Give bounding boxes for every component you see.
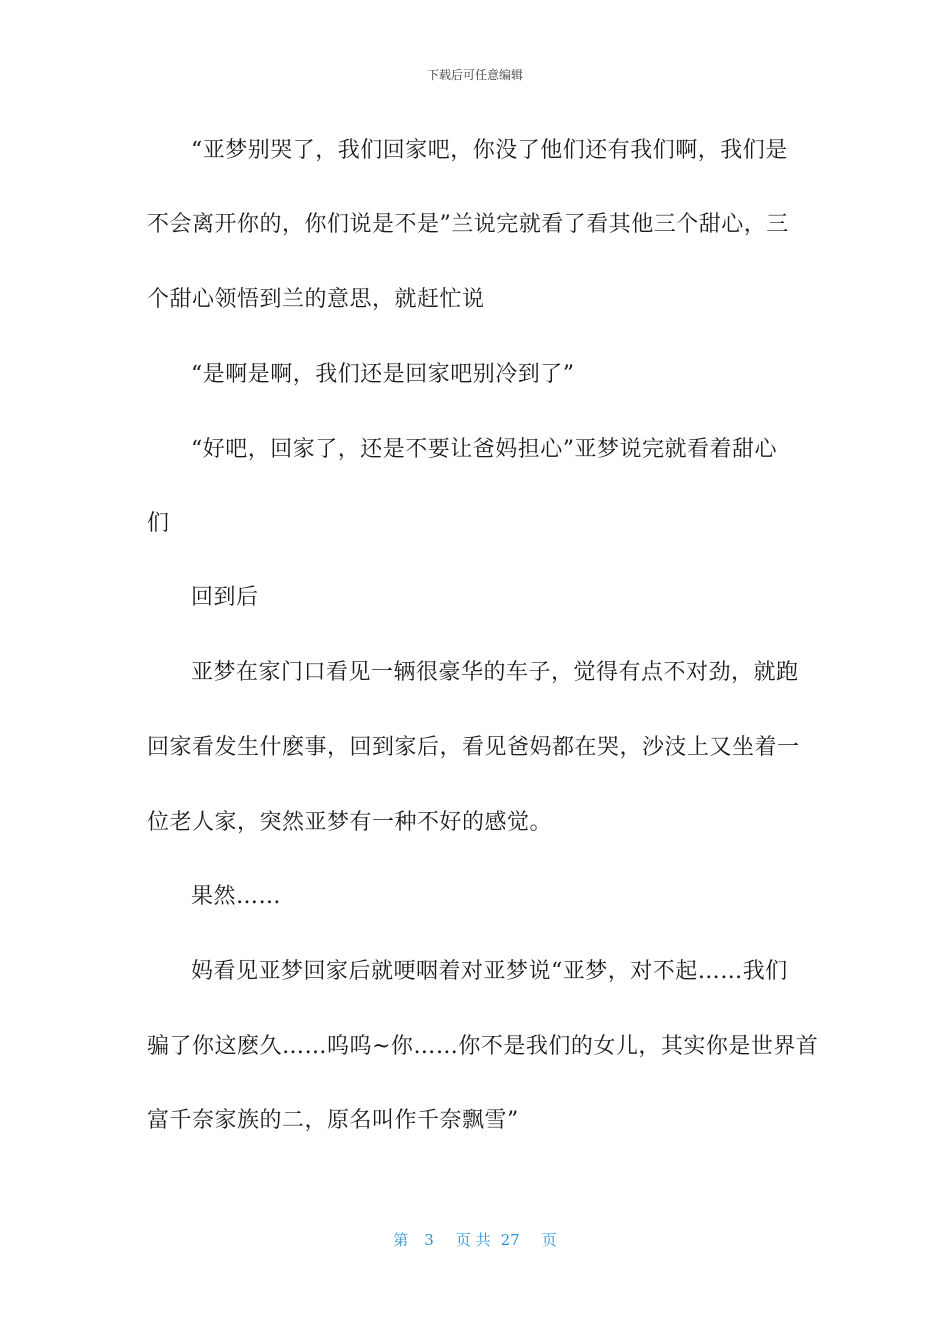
page-suffix: 页 bbox=[541, 1231, 557, 1249]
paragraph-line: 不会离开你的，你们说是不是”兰说完就看了看其他三个甜心，三 bbox=[147, 212, 789, 237]
page-footer bbox=[0, 1229, 950, 1250]
paragraph-line: “好吧，回家了，还是不要让爸妈担心”亚梦说完就看着甜心 bbox=[191, 437, 777, 462]
paragraph-line: 回到后 bbox=[191, 585, 259, 610]
current-page-number: 3 bbox=[424, 1231, 434, 1249]
paragraph-line: 果然…… bbox=[191, 884, 282, 909]
paragraph-line: 个甜心领悟到兰的意思，就赶忙说 bbox=[147, 287, 485, 312]
page-mid-text: 页 共 bbox=[455, 1231, 491, 1249]
paragraph-line: 妈看见亚梦回家后就哽咽着对亚梦说“亚梦，对不起……我们 bbox=[191, 959, 788, 984]
paragraph-line: 骗了你这麽久……呜呜~你……你不是我们的女儿，其实你是世界首 bbox=[147, 1034, 819, 1059]
paragraph-line: 们 bbox=[147, 511, 170, 536]
paragraph-line: “是啊是啊，我们还是回家吧别冷到了” bbox=[191, 362, 575, 387]
paragraph-line: 位老人家，突然亚梦有一种不好的感觉。 bbox=[147, 810, 553, 835]
page-prefix: 第 bbox=[393, 1231, 409, 1249]
paragraph-line: 富千奈家族的二，原名叫作千奈飘雪” bbox=[147, 1108, 519, 1133]
paragraph-line: 回家看发生什麽事，回到家后，看见爸妈都在哭，沙汥上又坐着一 bbox=[147, 735, 800, 760]
total-pages-number: 27 bbox=[500, 1231, 520, 1249]
paragraph-line: 亚梦在家门口看见一辆很豪华的车子，觉得有点不对劲，就跑 bbox=[191, 660, 799, 685]
paragraph-line: “亚梦别哭了，我们回家吧，你没了他们还有我们啊，我们是 bbox=[191, 138, 788, 163]
page-header: 下载后可任意编辑 bbox=[426, 68, 523, 82]
